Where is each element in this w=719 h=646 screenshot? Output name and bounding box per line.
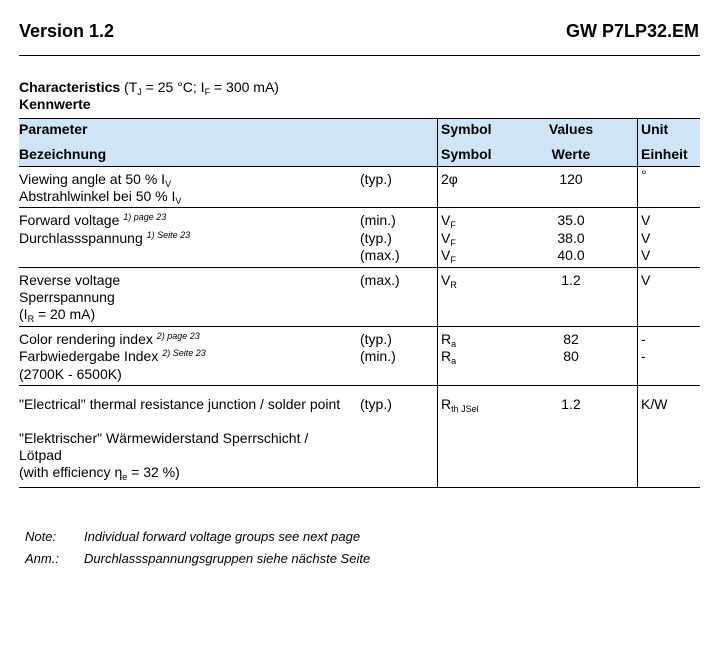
condition-typ: (typ.) — [360, 230, 392, 246]
row-rule — [19, 385, 700, 386]
param-loetpad: Lötpad — [19, 447, 62, 463]
unit-none: - — [641, 348, 646, 364]
value-ra-typ: 82 — [563, 331, 579, 347]
condition-min: (min.) — [360, 348, 396, 364]
value-viewing-angle: 120 — [559, 171, 583, 187]
header-unit: Unit — [641, 121, 669, 137]
param-abstrahlwinkel: Abstrahlwinkel bei 50 % $I_V$ — [19, 188, 182, 206]
param-reverse-condition: ($I_R = 20$ mA) — [19, 306, 96, 324]
header-parameter: Parameter — [19, 121, 88, 137]
anm-label: Anm.: — [25, 551, 59, 566]
symbol-ra: $R_a$ — [441, 331, 457, 349]
param-efficiency: (with efficiency $\eta_e = 32$ %) — [19, 464, 180, 482]
header-einheit: Einheit — [641, 146, 688, 162]
unit-volt: V — [641, 247, 651, 263]
column-divider-symbol — [437, 118, 438, 488]
param-viewing-angle: Viewing angle at 50 % $I_V$ — [19, 171, 172, 189]
condition-max: (max.) — [360, 272, 400, 288]
row-rule — [19, 326, 700, 327]
condition-typ: (typ.) — [360, 396, 392, 412]
symbol-vf: $V_F$ — [441, 212, 456, 230]
symbol-vr: $V_R$ — [441, 272, 457, 290]
column-divider-unit — [637, 118, 638, 488]
header-rule — [19, 55, 700, 56]
value-vf-max: 40.0 — [557, 247, 585, 263]
table-top-rule — [19, 118, 700, 119]
unit-degree: ° — [641, 167, 647, 183]
symbol-rth: $R_{th JSel}$ — [441, 396, 479, 414]
document-version: Version 1.2 — [19, 21, 115, 41]
unit-none: - — [641, 331, 646, 347]
note-label: Note: — [25, 529, 57, 544]
symbol-vf: $V_F$ — [441, 247, 456, 265]
row-rule — [19, 267, 700, 268]
value-vr: 1.2 — [561, 272, 581, 288]
table-bottom-rule — [19, 487, 700, 488]
unit-volt: V — [641, 230, 651, 246]
param-farbwiedergabe-index: Farbwiedergabe Index $^{2) Seite 23}$ — [19, 348, 206, 364]
condition-typ: (typ.) — [360, 331, 392, 347]
value-rth: 1.2 — [561, 396, 581, 412]
param-cct-range: (2700K - 6500K) — [19, 366, 122, 382]
param-waermewiderstand: "Elektrischer" Wärmewiderstand Sperrschicht / — [19, 430, 309, 446]
value-ra-min: 80 — [563, 348, 579, 364]
characteristics-title-de: Kennwerte — [19, 96, 91, 112]
unit-kelvin-per-watt: K/W — [641, 396, 668, 412]
header-werte: Werte — [551, 146, 591, 162]
symbol-ra: $R_a$ — [441, 348, 457, 366]
characteristics-title: Characteristics ($T_J = 25$ °C; $I_F = 300$ mA) — [19, 79, 279, 97]
param-forward-voltage: Forward voltage $^{1) page 23}$ — [19, 212, 167, 228]
param-durchlassspannung: Durchlassspannung $^{1) Seite 23}$ — [19, 230, 191, 246]
symbol-2phi: 2φ — [441, 171, 458, 187]
header-symbol: Symbol — [441, 121, 492, 137]
param-sperrspannung: Sperrspannung — [19, 289, 115, 305]
param-color-rendering-index: Color rendering index $^{2) page 23}$ — [19, 331, 200, 347]
anm-text: Durchlassspannungsgruppen siehe nächste Seite — [84, 551, 371, 566]
condition-max: (max.) — [360, 247, 400, 263]
row-rule — [19, 166, 700, 167]
value-vf-typ: 38.0 — [557, 230, 585, 246]
value-vf-min: 35.0 — [557, 212, 585, 228]
header-bezeichnung: Bezeichnung — [19, 146, 107, 162]
unit-volt: V — [641, 212, 651, 228]
part-number: GW P7LP32.EM — [565, 21, 699, 41]
unit-volt: V — [641, 272, 651, 288]
header-symbol-de: Symbol — [441, 146, 492, 162]
param-reverse-voltage: Reverse voltage — [19, 272, 121, 288]
symbol-vf: $V_F$ — [441, 230, 456, 248]
param-thermal-resistance: "Electrical" thermal resistance junction / solder point — [19, 396, 341, 412]
condition-min: (min.) — [360, 212, 396, 228]
header-values: Values — [548, 121, 594, 137]
note-text: Individual forward voltage groups see next page — [84, 529, 361, 544]
row-rule — [19, 207, 700, 208]
condition-typ: (typ.) — [360, 171, 392, 187]
